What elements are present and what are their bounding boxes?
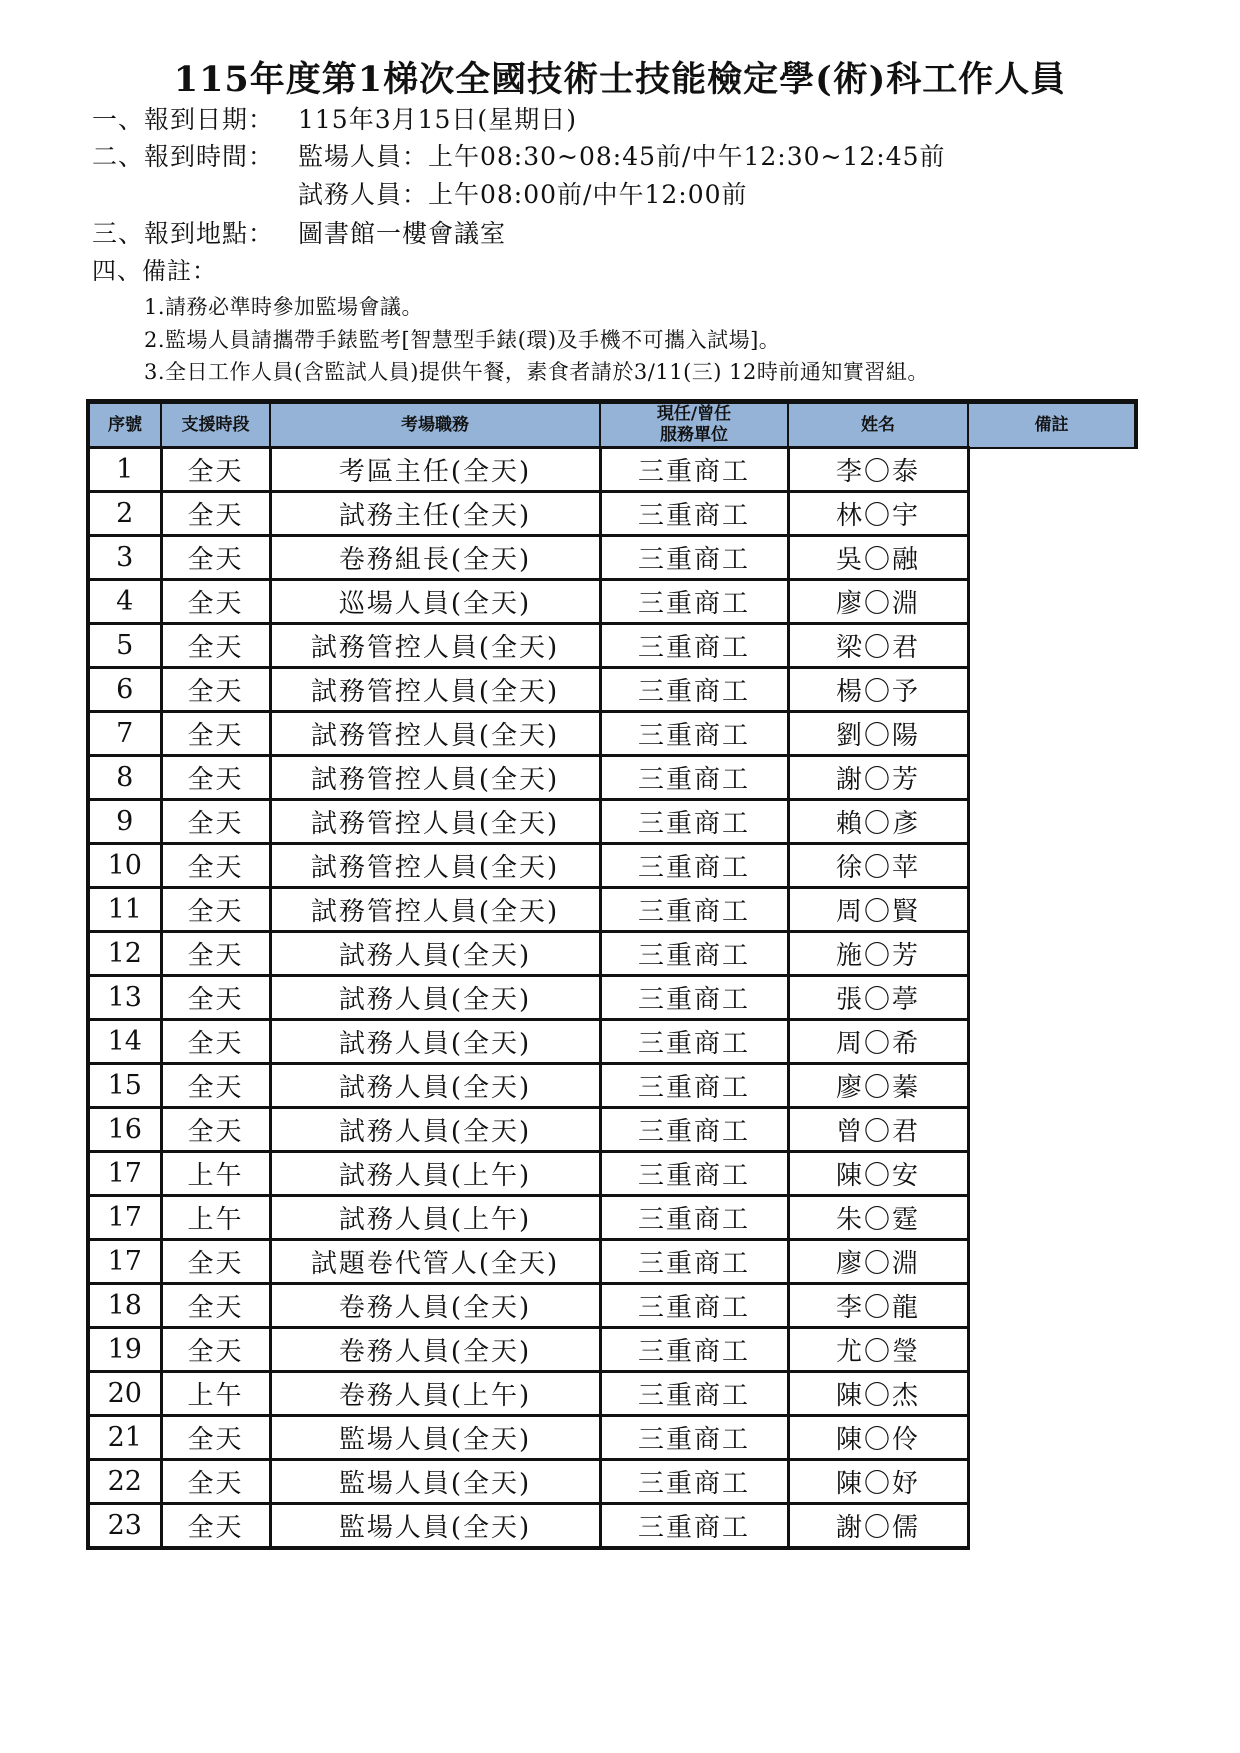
cell-name: 吳〇融 [788, 536, 968, 580]
report-date-label: 一、報到日期： [92, 105, 275, 134]
table-row [88, 1284, 1136, 1328]
cell-seq: 14 [88, 1020, 161, 1064]
cell-role: 試務人員(全天) [270, 1020, 600, 1064]
cell-unit: 三重商工 [600, 1108, 788, 1152]
cell-name: 陳〇安 [788, 1152, 968, 1196]
cell-role: 卷務組長(全天) [270, 536, 600, 580]
cell-seq: 7 [88, 712, 161, 756]
report-location-label: 三、報到地點： [92, 219, 275, 248]
cell-role: 試務管控人員(全天) [270, 712, 600, 756]
table-row [88, 756, 1136, 800]
cell-remarks-empty [968, 1108, 1136, 1152]
staff-roster-table [86, 399, 1138, 1550]
table-row [88, 1328, 1136, 1372]
table-row [88, 976, 1136, 1020]
cell-period: 全天 [161, 1108, 270, 1152]
cell-remarks-empty [968, 1240, 1136, 1284]
cell-remarks-empty [968, 1284, 1136, 1328]
table-row [88, 800, 1136, 844]
cell-period: 全天 [161, 756, 270, 800]
cell-seq: 17 [88, 1152, 161, 1196]
table-row [88, 1064, 1136, 1108]
cell-seq: 9 [88, 800, 161, 844]
cell-role: 卷務人員(全天) [270, 1284, 600, 1328]
table-row [88, 1108, 1136, 1152]
table-row [88, 712, 1136, 756]
cell-role: 試務人員(全天) [270, 1108, 600, 1152]
table-row [88, 1196, 1136, 1240]
cell-unit: 三重商工 [600, 756, 788, 800]
report-time-line [92, 139, 946, 175]
header-unit [600, 402, 788, 448]
cell-seq: 16 [88, 1108, 161, 1152]
cell-seq: 4 [88, 580, 161, 624]
table-row [88, 1372, 1136, 1416]
cell-seq: 2 [88, 492, 161, 536]
table-row [88, 932, 1136, 976]
header-name: 姓名 [788, 402, 968, 448]
table-row [88, 448, 1136, 492]
cell-remarks-empty [968, 492, 1136, 536]
cell-name: 尤〇瑩 [788, 1328, 968, 1372]
report-time-label: 二、報到時間： [92, 142, 275, 171]
note-item-2: 2.監場人員請攜帶手錶監考[智慧型手錶(環)及手機不可攜入試場]。 [144, 328, 781, 352]
cell-remarks-empty [968, 448, 1136, 492]
cell-unit: 三重商工 [600, 1196, 788, 1240]
cell-name: 廖〇淵 [788, 1240, 968, 1284]
cell-role: 試務主任(全天) [270, 492, 600, 536]
cell-period: 上午 [161, 1372, 270, 1416]
cell-unit: 三重商工 [600, 1064, 788, 1108]
cell-unit: 三重商工 [600, 448, 788, 492]
cell-seq: 1 [88, 448, 161, 492]
report-location-line [92, 216, 506, 252]
cell-name: 謝〇儒 [788, 1504, 968, 1549]
cell-role: 卷務人員(全天) [270, 1328, 600, 1372]
report-time-proctor-value: 監場人員：上午08:30~08:45前/中午12:30~12:45前 [298, 142, 946, 171]
report-date-line [92, 102, 577, 138]
cell-period: 全天 [161, 1240, 270, 1284]
header-role: 考場職務 [270, 402, 600, 448]
cell-unit: 三重商工 [600, 492, 788, 536]
cell-period: 上午 [161, 1152, 270, 1196]
header-period: 支援時段 [161, 402, 270, 448]
cell-seq: 10 [88, 844, 161, 888]
notes-heading: 四、備註： [92, 257, 217, 285]
cell-period: 全天 [161, 492, 270, 536]
cell-remarks-empty [968, 580, 1136, 624]
cell-period: 全天 [161, 800, 270, 844]
cell-unit: 三重商工 [600, 1416, 788, 1460]
cell-seq: 22 [88, 1460, 161, 1504]
cell-name: 梁〇君 [788, 624, 968, 668]
cell-unit: 三重商工 [600, 1152, 788, 1196]
cell-remarks-empty [968, 536, 1136, 580]
cell-remarks-empty [968, 712, 1136, 756]
table-row [88, 1152, 1136, 1196]
cell-period: 全天 [161, 712, 270, 756]
cell-remarks-empty [968, 1152, 1136, 1196]
table-row [88, 624, 1136, 668]
cell-unit: 三重商工 [600, 1284, 788, 1328]
cell-role: 試務管控人員(全天) [270, 756, 600, 800]
cell-seq: 3 [88, 536, 161, 580]
cell-role: 監場人員(全天) [270, 1504, 600, 1549]
cell-name: 曾〇君 [788, 1108, 968, 1152]
cell-unit: 三重商工 [600, 536, 788, 580]
report-location-value: 圖書館一樓會議室 [298, 219, 507, 248]
cell-name: 張〇葶 [788, 976, 968, 1020]
cell-name: 徐〇苹 [788, 844, 968, 888]
cell-remarks-empty [968, 800, 1136, 844]
cell-period: 全天 [161, 1416, 270, 1460]
cell-role: 巡場人員(全天) [270, 580, 600, 624]
cell-name: 謝〇芳 [788, 756, 968, 800]
cell-unit: 三重商工 [600, 712, 788, 756]
cell-remarks-empty [968, 888, 1136, 932]
cell-remarks-empty [968, 844, 1136, 888]
table-header-row [88, 402, 1136, 448]
table-body [88, 448, 1136, 1549]
cell-role: 試題卷代管人(全天) [270, 1240, 600, 1284]
cell-remarks-empty [968, 1020, 1136, 1064]
cell-name: 周〇希 [788, 1020, 968, 1064]
cell-name: 廖〇蓁 [788, 1064, 968, 1108]
cell-remarks-empty [968, 1196, 1136, 1240]
cell-remarks-empty [968, 1460, 1136, 1504]
cell-seq: 23 [88, 1504, 161, 1549]
cell-role: 試務人員(全天) [270, 976, 600, 1020]
cell-unit: 三重商工 [600, 932, 788, 976]
cell-period: 全天 [161, 1020, 270, 1064]
cell-role: 監場人員(全天) [270, 1460, 600, 1504]
cell-remarks-empty [968, 1372, 1136, 1416]
cell-period: 全天 [161, 448, 270, 492]
cell-role: 試務人員(上午) [270, 1196, 600, 1240]
cell-role: 考區主任(全天) [270, 448, 600, 492]
cell-seq: 18 [88, 1284, 161, 1328]
cell-remarks-empty [968, 1504, 1136, 1549]
header-unit-line1: 現任/曾任 [656, 404, 732, 424]
report-time-staff-line [298, 177, 748, 213]
cell-period: 全天 [161, 976, 270, 1020]
cell-remarks-empty [968, 976, 1136, 1020]
cell-period: 全天 [161, 1504, 270, 1549]
cell-remarks-empty [968, 668, 1136, 712]
cell-unit: 三重商工 [600, 976, 788, 1020]
cell-unit: 三重商工 [600, 800, 788, 844]
cell-remarks-empty [968, 1416, 1136, 1460]
table-row [88, 536, 1136, 580]
cell-name: 周〇賢 [788, 888, 968, 932]
cell-name: 賴〇彥 [788, 800, 968, 844]
cell-name: 陳〇妤 [788, 1460, 968, 1504]
header-unit-line2: 服務單位 [660, 425, 728, 445]
cell-remarks-empty [968, 756, 1136, 800]
cell-name: 陳〇伶 [788, 1416, 968, 1460]
cell-seq: 12 [88, 932, 161, 976]
cell-role: 試務管控人員(全天) [270, 800, 600, 844]
cell-period: 全天 [161, 624, 270, 668]
cell-seq: 15 [88, 1064, 161, 1108]
table-row [88, 1416, 1136, 1460]
table-row [88, 668, 1136, 712]
table-row [88, 1240, 1136, 1284]
table-row [88, 1460, 1136, 1504]
cell-role: 試務管控人員(全天) [270, 668, 600, 712]
cell-name: 施〇芳 [788, 932, 968, 976]
table-row [88, 1020, 1136, 1064]
header-seq: 序號 [88, 402, 161, 448]
cell-name: 李〇龍 [788, 1284, 968, 1328]
cell-seq: 17 [88, 1240, 161, 1284]
cell-role: 監場人員(全天) [270, 1416, 600, 1460]
table-row [88, 888, 1136, 932]
cell-seq: 17 [88, 1196, 161, 1240]
cell-period: 全天 [161, 888, 270, 932]
cell-seq: 20 [88, 1372, 161, 1416]
cell-seq: 13 [88, 976, 161, 1020]
cell-remarks-empty [968, 1064, 1136, 1108]
cell-role: 試務管控人員(全天) [270, 888, 600, 932]
cell-remarks-empty [968, 932, 1136, 976]
cell-unit: 三重商工 [600, 624, 788, 668]
cell-role: 試務管控人員(全天) [270, 844, 600, 888]
note-item-1: 1.請務必準時參加監場會議。 [144, 295, 424, 319]
cell-remarks-empty [968, 624, 1136, 668]
cell-seq: 19 [88, 1328, 161, 1372]
cell-period: 全天 [161, 1460, 270, 1504]
table-row [88, 580, 1136, 624]
cell-seq: 11 [88, 888, 161, 932]
cell-name: 廖〇淵 [788, 580, 968, 624]
document-title: 115年度第1梯次全國技術士技能檢定學(術)科工作人員 [173, 59, 1067, 100]
cell-period: 全天 [161, 932, 270, 976]
note-item-3: 3.全日工作人員(含監試人員)提供午餐，素食者請於3/11(三) 12時前通知實習組。 [144, 360, 929, 384]
cell-unit: 三重商工 [600, 580, 788, 624]
report-date-value: 115年3月15日(星期日) [298, 105, 577, 134]
cell-remarks-empty [968, 1328, 1136, 1372]
cell-period: 全天 [161, 1328, 270, 1372]
table-row [88, 844, 1136, 888]
cell-unit: 三重商工 [600, 1460, 788, 1504]
cell-period: 全天 [161, 844, 270, 888]
header-remarks: 備註 [968, 402, 1136, 448]
cell-role: 試務人員(全天) [270, 932, 600, 976]
cell-period: 全天 [161, 1064, 270, 1108]
cell-unit: 三重商工 [600, 1504, 788, 1549]
cell-unit: 三重商工 [600, 1372, 788, 1416]
cell-role: 卷務人員(上午) [270, 1372, 600, 1416]
report-time-staff-value: 試務人員：上午08:00前/中午12:00前 [298, 180, 748, 209]
cell-name: 陳〇杰 [788, 1372, 968, 1416]
cell-period: 上午 [161, 1196, 270, 1240]
cell-role: 試務管控人員(全天) [270, 624, 600, 668]
cell-period: 全天 [161, 536, 270, 580]
cell-name: 林〇宇 [788, 492, 968, 536]
cell-seq: 5 [88, 624, 161, 668]
cell-role: 試務人員(上午) [270, 1152, 600, 1196]
cell-seq: 6 [88, 668, 161, 712]
cell-seq: 21 [88, 1416, 161, 1460]
cell-period: 全天 [161, 1284, 270, 1328]
cell-unit: 三重商工 [600, 1240, 788, 1284]
cell-name: 楊〇予 [788, 668, 968, 712]
cell-name: 朱〇霆 [788, 1196, 968, 1240]
cell-role: 試務人員(全天) [270, 1064, 600, 1108]
cell-unit: 三重商工 [600, 844, 788, 888]
cell-name: 李〇泰 [788, 448, 968, 492]
cell-unit: 三重商工 [600, 1020, 788, 1064]
cell-period: 全天 [161, 668, 270, 712]
table-row [88, 1504, 1136, 1549]
cell-unit: 三重商工 [600, 668, 788, 712]
cell-seq: 8 [88, 756, 161, 800]
cell-name: 劉〇陽 [788, 712, 968, 756]
table-row [88, 492, 1136, 536]
cell-unit: 三重商工 [600, 888, 788, 932]
cell-unit: 三重商工 [600, 1328, 788, 1372]
cell-period: 全天 [161, 580, 270, 624]
